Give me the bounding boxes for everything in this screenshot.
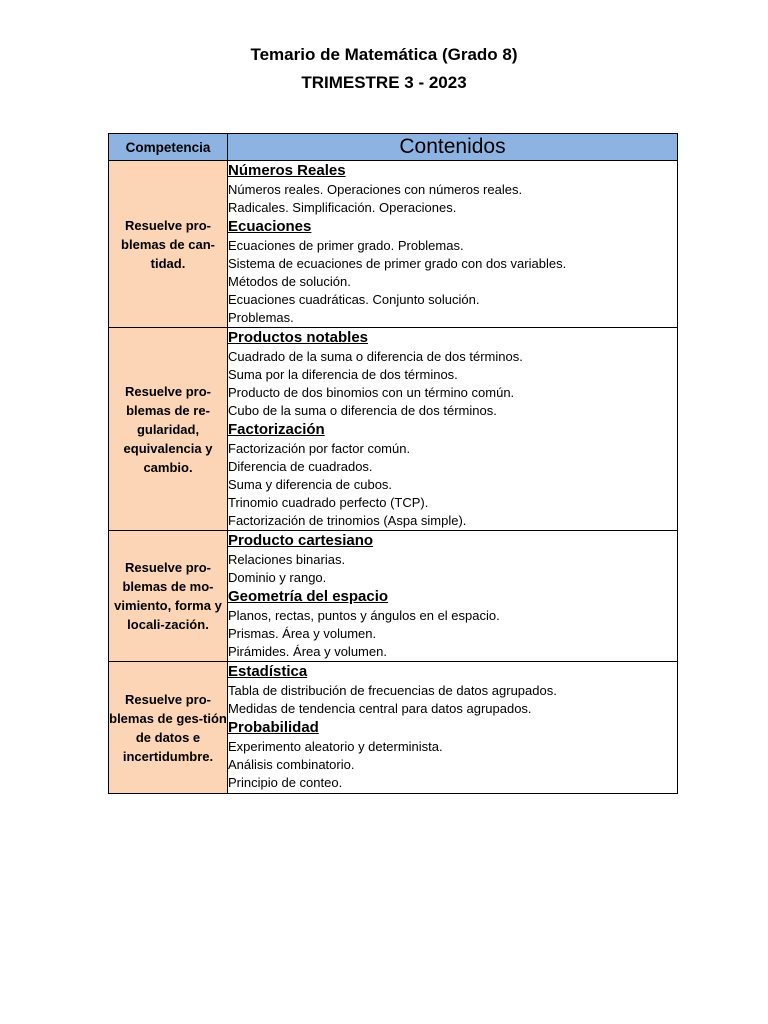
table-row	[109, 328, 678, 531]
section-heading: Factorización	[228, 421, 325, 438]
contenidos-cell	[228, 161, 678, 328]
section-heading: Estadística	[228, 663, 308, 680]
content-item: Suma y diferencia de cubos.	[228, 477, 393, 492]
contenidos-cell	[228, 328, 678, 531]
content-item: Diferencia de cuadrados.	[228, 459, 373, 474]
content-item: Análisis combinatorio.	[228, 757, 355, 772]
table-row	[109, 662, 678, 794]
content-item: Cuadrado de la suma o diferencia de dos términos.	[228, 349, 523, 364]
section-heading: Números Reales	[228, 162, 346, 179]
header-contenidos: Contenidos	[228, 134, 678, 161]
document-title: Temario de Matemática (Grado 8)	[250, 45, 518, 64]
content-item: Dominio y rango.	[228, 570, 327, 585]
content-item: Métodos de solución.	[228, 274, 351, 289]
content-item: Experimento aleatorio y determinista.	[228, 739, 443, 754]
content-item: Medidas de tendencia central para datos agrupados.	[228, 701, 532, 716]
content-item: Problemas.	[228, 310, 294, 325]
header-competencia: Competencia	[109, 134, 228, 161]
table-row	[109, 161, 678, 328]
document-subtitle: TRIMESTRE 3 - 2023	[301, 73, 467, 92]
content-item: Trinomio cuadrado perfecto (TCP).	[228, 495, 429, 510]
content-item: Suma por la diferencia de dos términos.	[228, 367, 458, 382]
contenidos-cell	[228, 531, 678, 662]
content-item: Factorización de trinomios (Aspa simple).	[228, 513, 467, 528]
content-item: Números reales. Operaciones con números reales.	[228, 182, 523, 197]
content-item: Producto de dos binomios con un término común.	[228, 385, 515, 400]
section-heading: Producto cartesiano	[228, 532, 374, 549]
content-item: Cubo de la suma o diferencia de dos términos.	[228, 403, 497, 418]
content-item: Principio de conteo.	[228, 775, 343, 790]
content-item: Ecuaciones de primer grado. Problemas.	[228, 238, 464, 253]
syllabus-table	[108, 133, 678, 794]
content-item: Radicales. Simplificación. Operaciones.	[228, 200, 457, 215]
content-item: Ecuaciones cuadráticas. Conjunto solución.	[228, 292, 480, 307]
content-item: Planos, rectas, puntos y ángulos en el espacio.	[228, 608, 500, 623]
content-item: Factorización por factor común.	[228, 441, 411, 456]
section-heading: Ecuaciones	[228, 218, 312, 235]
content-item: Tabla de distribución de frecuencias de datos agrupados.	[228, 683, 557, 698]
section-heading: Geometría del espacio	[228, 588, 389, 605]
competencia-cell: Resuelve pro-blemas de can-tidad.	[109, 161, 228, 328]
content-item: Sistema de ecuaciones de primer grado con dos variables.	[228, 256, 567, 271]
competencia-cell: Resuelve pro-blemas de re-gularidad, equivalencia y cambio.	[109, 328, 228, 531]
table-body	[109, 161, 678, 794]
table-header-row	[109, 134, 678, 161]
content-item: Pirámides. Área y volumen.	[228, 644, 387, 659]
content-item: Prismas. Área y volumen.	[228, 626, 377, 641]
contenidos-cell	[228, 662, 678, 794]
table-row	[109, 531, 678, 662]
section-heading: Productos notables	[228, 329, 369, 346]
content-item: Relaciones binarias.	[228, 552, 346, 567]
competencia-cell: Resuelve pro-blemas de mo-vimiento, forma y locali-zación.	[109, 531, 228, 662]
competencia-cell: Resuelve pro-blemas de ges-tión de datos e incertidumbre.	[109, 662, 228, 794]
section-heading: Probabilidad	[228, 719, 319, 736]
